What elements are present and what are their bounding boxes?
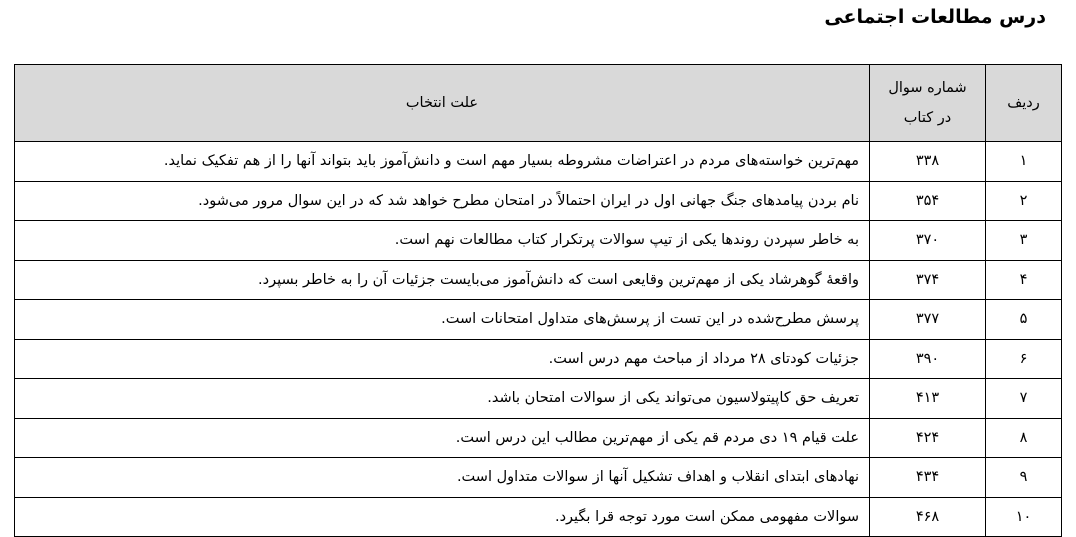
reason-cell: پرسش مطرح‌شده در این تست از پرسش‌های متداول امتحانات است. bbox=[15, 300, 870, 340]
question-number-cell: ۳۷۴ bbox=[870, 260, 986, 300]
reason-cell: سوالات مفهومی ممکن است مورد توجه قرا بگیرد. bbox=[15, 497, 870, 537]
table-row bbox=[15, 221, 1062, 261]
questions-table bbox=[14, 64, 1062, 537]
row-number-cell: ۷ bbox=[986, 379, 1062, 419]
row-number-cell: ۹ bbox=[986, 458, 1062, 498]
page-title: درس مطالعات اجتماعی bbox=[824, 6, 1046, 28]
question-number-cell: ۴۲۴ bbox=[870, 418, 986, 458]
table-header-row bbox=[15, 65, 1062, 142]
table-row bbox=[15, 181, 1062, 221]
table-row bbox=[15, 497, 1062, 537]
row-number-cell: ۴ bbox=[986, 260, 1062, 300]
question-number-cell: ۴۶۸ bbox=[870, 497, 986, 537]
question-number-cell: ۳۷۰ bbox=[870, 221, 986, 261]
reason-cell: نهادهای ابتدای انقلاب و اهداف تشکیل آنها از سوالات متداول است. bbox=[15, 458, 870, 498]
reason-cell: واقعهٔ گوهرشاد یکی از مهم‌ترین وقایعی است که دانش‌آموز می‌بایست جزئیات آن را به خاطر بسپرد. bbox=[15, 260, 870, 300]
header-row-number: ردیف bbox=[986, 65, 1062, 142]
question-number-cell: ۴۳۴ bbox=[870, 458, 986, 498]
reason-cell: علت قیام ۱۹ دی مردم قم یکی از مهم‌ترین مطالب این درس است. bbox=[15, 418, 870, 458]
table-row bbox=[15, 339, 1062, 379]
header-reason: علت انتخاب bbox=[15, 65, 870, 142]
question-number-cell: ۳۳۸ bbox=[870, 142, 986, 182]
header-question-line2: در کتاب bbox=[903, 110, 952, 126]
table-row bbox=[15, 142, 1062, 182]
table-row bbox=[15, 260, 1062, 300]
table-row bbox=[15, 418, 1062, 458]
row-number-cell: ۶ bbox=[986, 339, 1062, 379]
question-number-cell: ۳۵۴ bbox=[870, 181, 986, 221]
table-row bbox=[15, 458, 1062, 498]
row-number-cell: ۸ bbox=[986, 418, 1062, 458]
reason-cell: جزئیات کودتای ۲۸ مرداد از مباحث مهم درس است. bbox=[15, 339, 870, 379]
row-number-cell: ۳ bbox=[986, 221, 1062, 261]
table-row bbox=[15, 300, 1062, 340]
row-number-cell: ۲ bbox=[986, 181, 1062, 221]
reason-cell: نام بردن پیامدهای جنگ جهانی اول در ایران احتمالاً در امتحان مطرح خواهد شد که در این سوال مرور می‌شود. bbox=[15, 181, 870, 221]
reason-cell: به خاطر سپردن روندها یکی از تیپ سوالات پرتکرار کتاب مطالعات نهم است. bbox=[15, 221, 870, 261]
question-number-cell: ۳۹۰ bbox=[870, 339, 986, 379]
header-question-number bbox=[870, 65, 986, 142]
reason-cell: تعریف حق کاپیتولاسیون می‌تواند یکی از سوالات امتحان باشد. bbox=[15, 379, 870, 419]
reason-cell: مهم‌ترین خواسته‌های مردم در اعتراضات مشروطه بسیار مهم است و دانش‌آموز باید بتواند آنها را از هم تفکیک نماید. bbox=[15, 142, 870, 182]
question-number-cell: ۴۱۳ bbox=[870, 379, 986, 419]
header-question-line1: شماره سوال bbox=[888, 80, 967, 96]
row-number-cell: ۵ bbox=[986, 300, 1062, 340]
table-row bbox=[15, 379, 1062, 419]
row-number-cell: ۱۰ bbox=[986, 497, 1062, 537]
question-number-cell: ۳۷۷ bbox=[870, 300, 986, 340]
row-number-cell: ۱ bbox=[986, 142, 1062, 182]
